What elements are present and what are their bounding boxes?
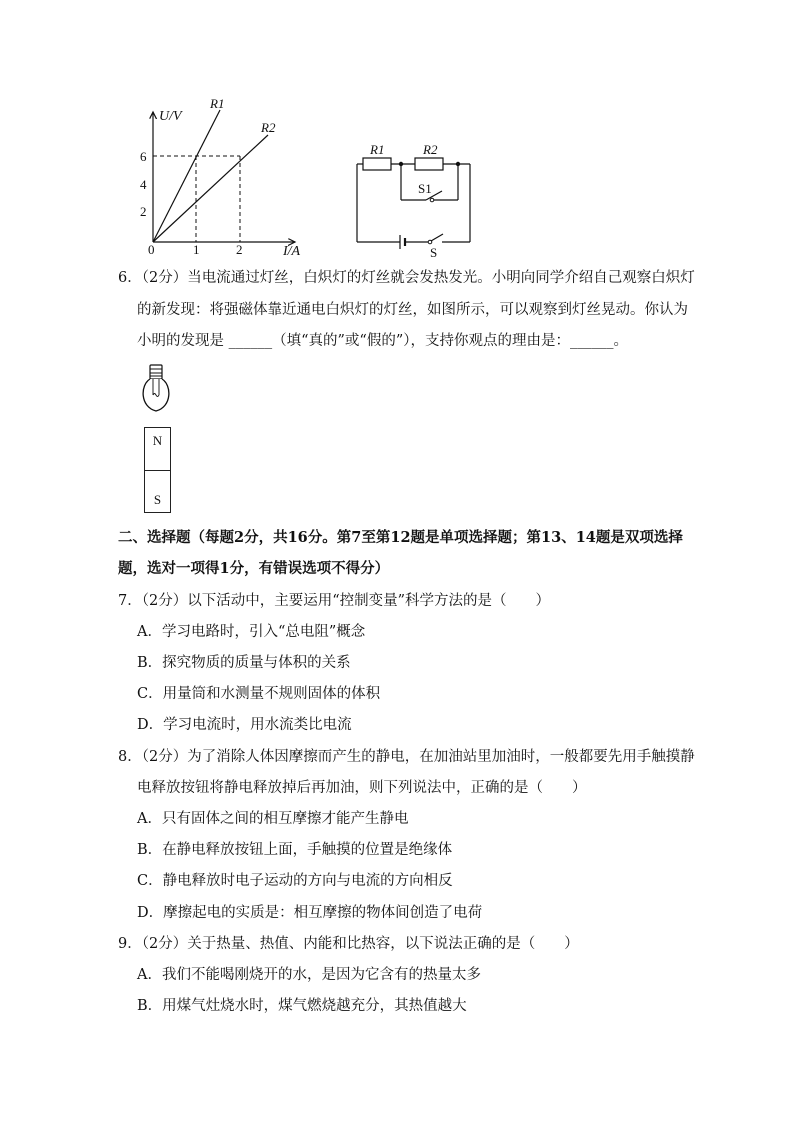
label-circuit-r1: R1: [370, 142, 385, 157]
circuit-diagram: [350, 138, 480, 258]
q9-option-b: B．用煤气灶烧水时，煤气燃烧越充分，其热值越大: [137, 998, 467, 1014]
y-tick-4: 4: [140, 177, 147, 192]
q6-line-2: 的新发现：将强磁体靠近通电白炽灯的灯丝，如图所示，可以观察到灯丝晃动。你认为: [137, 302, 688, 318]
q6-line-1: 6．（2分）当电流通过灯丝，白炽灯的灯丝就会发热发光。小明向同学介绍自己观察白炽灯: [118, 270, 695, 286]
x-tick-2: 2: [236, 242, 243, 257]
q7-option-d: D．学习电流时，用水流类比电流: [137, 717, 352, 733]
magnet-n-pole: N: [144, 427, 171, 471]
y-tick-6: 6: [140, 149, 147, 164]
q8-stem-line-2: 电释放按钮将静电释放掉后再加油，则下列说法中，正确的是（ ）: [137, 780, 587, 796]
section2-heading-line-1: 二、选择题（每题2分，共16分。第7至第12题是单项选择题；第13、14题是双项选择: [118, 529, 683, 546]
label-r1: R1: [210, 96, 225, 111]
q7-stem: 7．（2分）以下活动中，主要运用“控制变量”科学方法的是（ ）: [118, 593, 551, 609]
section2-heading-line-2: 题，选对一项得1分，有错误选项不得分）: [118, 560, 390, 577]
q8-option-a: A．只有固体之间的相互摩擦才能产生静电: [137, 811, 409, 827]
q8-option-d: D．摩擦起电的实质是：相互摩擦的物体间创造了电荷: [137, 905, 483, 921]
resistor-r2: [415, 158, 443, 170]
q8-option-c: C．静电释放时电子运动的方向与电流的方向相反: [137, 873, 453, 889]
line-r1: [153, 110, 220, 242]
q9-option-a: A．我们不能喝刚烧开的水，是因为它含有的热量太多: [137, 967, 481, 983]
x-tick-1: 1: [193, 242, 200, 257]
q8-stem-line-1: 8．（2分）为了消除人体因摩擦而产生的静电，在加油站里加油时，一般都要先用手触摸静: [118, 749, 695, 765]
light-bulb-icon: [138, 363, 174, 415]
resistor-r1: [363, 158, 391, 170]
y-tick-2: 2: [140, 204, 147, 219]
label-r2: R2: [261, 120, 276, 135]
q6-line-3: 小明的发现是 ______（填“真的”或“假的”），支持你观点的理由是：______。: [137, 333, 629, 349]
label-s1: S1: [418, 181, 432, 196]
label-s: S: [430, 245, 438, 258]
x-axis-label: I/A: [283, 244, 301, 259]
label-circuit-r2: R2: [423, 142, 438, 157]
magnet-s-pole: S: [144, 470, 171, 513]
u-i-graph: [135, 92, 315, 262]
y-axis-label: U/V: [159, 109, 182, 124]
q8-option-b: B．在静电释放按钮上面，手触摸的位置是绝缘体: [137, 842, 453, 858]
q9-stem: 9．（2分）关于热量、热值、内能和比热容，以下说法正确的是（ ）: [118, 936, 579, 952]
origin-label: 0: [148, 242, 155, 257]
switch-s: [431, 234, 443, 241]
q7-option-b: B．探究物质的质量与体积的关系: [137, 655, 351, 671]
q7-option-c: C．用量筒和水测量不规则固体的体积: [137, 686, 381, 702]
line-r2: [153, 135, 268, 242]
q7-option-a: A．学习电路时，引入“总电阻”概念: [137, 624, 366, 640]
